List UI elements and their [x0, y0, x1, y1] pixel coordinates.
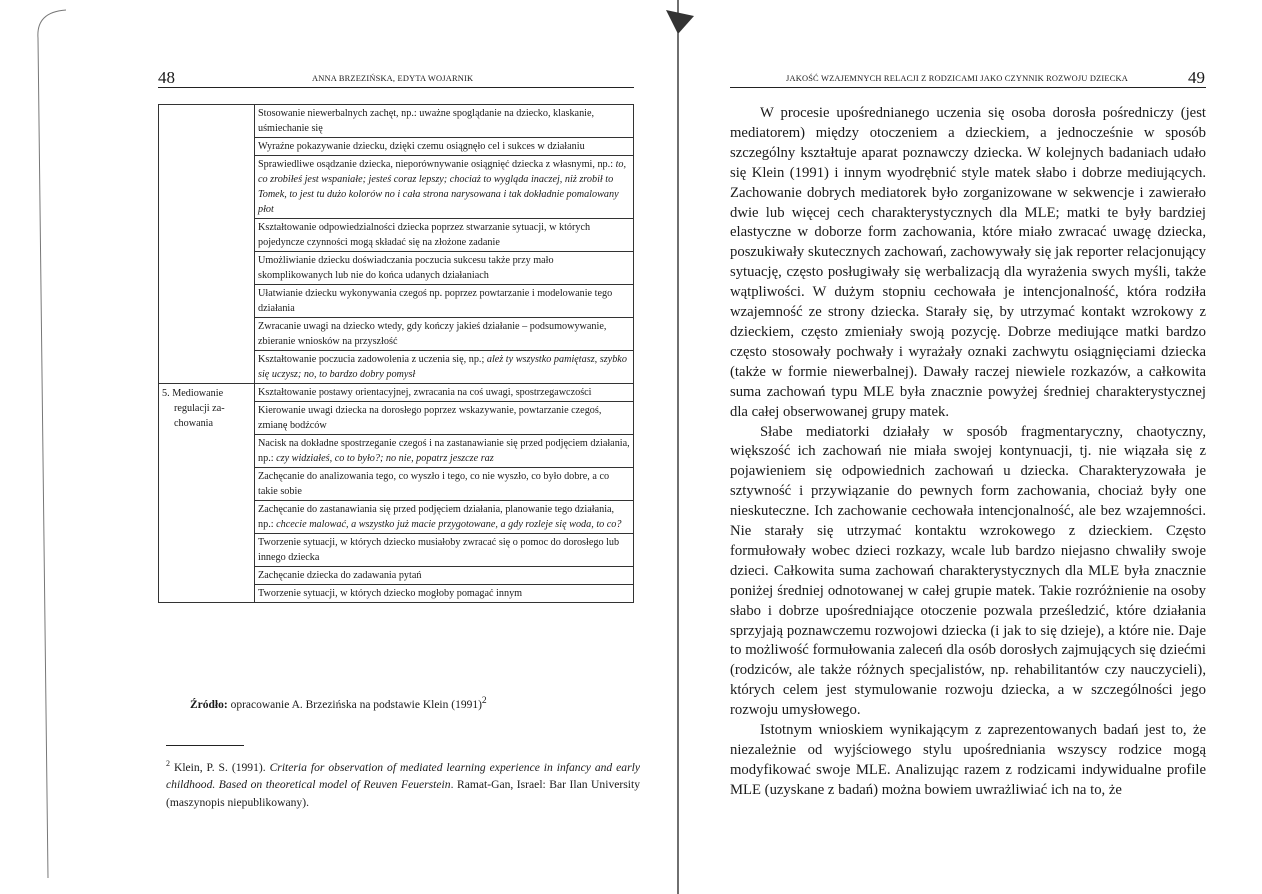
footnote-rule [166, 745, 244, 746]
behavior-cell [255, 285, 634, 318]
behavior-text: Tworzenie sytuacji, w których dziecko mogłoby pomagać innym [258, 588, 523, 599]
behavior-text: Zachęcanie dziecka do zadawania pytań [258, 570, 422, 581]
table-row [159, 384, 634, 402]
category-cell [159, 105, 255, 384]
behavior-cell [255, 468, 634, 501]
behavior-example: ależ ty wszystko pamiętasz, szybko się uczysz; no, to bardzo dobry pomysł [258, 354, 627, 380]
behavior-example: czy widziałeś, co to było?; no nie, popatrz jeszcze raz [276, 453, 494, 464]
running-head-left: ANNA BRZEZIŃSKA, EDYTA WOJARNIK [312, 74, 474, 83]
behavior-cell [255, 534, 634, 567]
behavior-text: Kierowanie uwagi dziecka na dorosłego poprzez wskazywanie, powtarzanie czegoś, zmianę bodźców [258, 405, 602, 431]
page-number-right: 49 [1188, 68, 1205, 87]
behavior-example: chcecie malować, a wszystko już macie przygotowane, a gdy rozleje się woda, to co? [276, 519, 622, 530]
behavior-text: Zachęcanie do zastanawiania się przed podjęciem działania, planowanie tego działania, np.: [258, 504, 615, 530]
table-source-note [190, 695, 487, 711]
behavior-cell [255, 252, 634, 285]
behavior-cell [255, 138, 634, 156]
category-label: chowania [174, 418, 214, 429]
category-cell [159, 384, 255, 603]
body-paragraph: Istotnym wnioskiem wynikającym z zaprezentowanych badań jest to, że niezależnie od wyjściowego stylu upośredniania wszyscy rodzice mogą modyfikować swoje MLE. Analizując razem z rodzicami indywidualne profile MLE (uzyskane z badań) można bowiem uwrażliwiać ich na to, że [730, 722, 1206, 798]
footnote-title: Criteria for observation of mediated learning experience in infancy and early childhood. Based on theoretical model of Reuven Feuerstein [166, 760, 640, 792]
page-curl-shadow [30, 8, 70, 888]
behavior-text: Nacisk na dokładne spostrzeganie czegoś i na zastanawianie się przed podjęciem działania, np.: [258, 438, 630, 464]
behavior-text: Tworzenie sytuacji, w których dziecko musiałoby zwracać się o pomoc do dorosłego lub innego dziecka [258, 537, 620, 563]
behavior-cell [255, 402, 634, 435]
source-label: Źródło: [190, 698, 228, 711]
behavior-cell [255, 219, 634, 252]
behavior-cell [255, 501, 634, 534]
footnote-marker: 2 [166, 759, 170, 768]
behavior-cell [255, 105, 634, 138]
header-rule-right [730, 87, 1206, 88]
source-text: opracowanie A. Brzezińska na podstawie Klein (1991) [227, 698, 482, 711]
behavior-text: Zachęcanie do analizowania tego, co wyszło i tego, co nie wyszło, co było dobre, a co takie sobie [258, 471, 610, 497]
behavior-cell [255, 585, 634, 603]
behavior-text: Wyraźne pokazywanie dziecku, dzięki czemu osiągnęło cel i sukces w działaniu [258, 141, 585, 152]
behavior-text: Stosowanie niewerbalnych zachęt, np.: uważne spoglądanie na dziecko, klaskanie, uśmiechanie się [258, 108, 595, 134]
footnote-suffix: . Ramat-Gan, Israel: Bar Ilan University (maszynopis niepublikowany). [166, 778, 640, 809]
page-number-left: 48 [158, 68, 175, 87]
behavior-cell [255, 318, 634, 351]
behavior-text: Ułatwianie dziecku wykonywania czegoś np. poprzez powtarzanie i modelowanie tego działania [258, 288, 613, 314]
behavior-cell [255, 384, 634, 402]
book-gutter-shadow [664, 0, 694, 894]
source-footnote-ref: 2 [481, 695, 487, 706]
behavior-example: to, co zrobiłeś jest wspaniałe; jesteś coraz lepszy; chociaż to wygląda inaczej, niż zrobił to Tomek, to jest tu dużo kolorów no i cała strona narysowana i tak dokładnie pomalowany płot [258, 159, 627, 215]
body-paragraph: W procesie upośrednianego uczenia się osoba dorosła pośredniczy (jest mediatorem) między otoczeniem a dzieckiem, a jednocześnie w sposób szczególny kształtuje aparat poznawczy dziecka. W kolejnych badaniach udało się Klein (1991) i innym wyodrębnić style matek słabo i dobrze mediujących. Zachowanie dobrych mediatorek było zorganizowane w sekwencje i zawierało dwie lub więcej cech charakterystycznych dla MLE; matki te były bardziej elastyczne w doborze form zachowania, które miało zwracać uwagę dziecka, poszukiwały skutecznych zachowań, zachowywały się jak reporter relacjonujący sytuację, często posługiwały się werbalizacją dla wyrażenia swych myśli, także wątpliwości. W dużym stopniu cechowała je intencjonalność, która rodziła wzajemność ze strony dziecka. Starały się, by utrzymać kontakt wzrokowy z dzieckiem, często zmieniały swoją pozycję. Dobrze mediujące matki bardzo często stosowały pochwały i wyrażały oznaki zachwytu osiągnięciami dziecka (także w formie niewerbalnej). Dawały raczej niewiele rozkazów, a całkowita suma zachowań typu MLE była znacznie powyżej średniej charakterystycznej dla całej obserwowanej grupy matek. [730, 105, 1206, 420]
behavior-cell [255, 435, 634, 468]
mle-behaviors-table [158, 104, 634, 603]
body-paragraph: Słabe mediatorki działały w sposób fragmentaryczny, chaotyczny, większość ich zachowań nie miała swojej kontynuacji, tj. nie wiązała się z pojawieniem się odpowiednich zachowań u dziecka. Charakteryzowała je sztywność i przywiązanie do pewnych form zachowania, chociaż były one nieskuteczne. Ich zachowanie cechowała intencjonalność, ale bez wzajemności. Nie starały się utrzymać kontaktu wzrokowego z dzieckiem. Często formułowały wobec dzieci rozkazy, wcale lub bardzo niejasno chwaliły swoje dzieci. Całkowita suma zachowań charakterystycznych dla MLE była znacznie poniżej średniej odnotowanej w całej grupie matek. Takie rozróżnienie na osoby słabo i dobrze upośredniające otoczenie pozwala prześledzić, które działania sprzyjają poznawczemu rozwojowi dziecka (i jak to się dzieje), a które nie. Daje to możliwość formułowania zaleceń dla osób dorosłych zajmujących się dziećmi (rodziców, ale także różnych specjalistów, np. rehabilitantów czy nauczycieli), których celem jest stymulowanie rozwoju dziecka, a w szczególności jego rozwoju umysłowego. [730, 423, 1206, 719]
header-rule-left [158, 87, 634, 88]
behavior-text: Kształtowanie odpowiedzialności dziecka poprzez stwarzanie sytuacji, w których pojedyncze czynności mogą składać się na złożone zadanie [258, 222, 591, 248]
behavior-cell [255, 156, 634, 219]
table-row [159, 105, 634, 138]
behavior-text: Zwracanie uwagi na dziecko wtedy, gdy kończy jakieś działanie – podsumowywanie, zbieranie wniosków na przyszłość [258, 321, 607, 347]
category-label: 5. Mediowanie [162, 388, 224, 399]
behavior-text: Sprawiedliwe osądzanie dziecka, nieporównywanie osiągnięć dziecka z własnymi, np.: [258, 159, 616, 170]
footnote [166, 755, 640, 811]
behavior-text: Kształtowanie poczucia zadowolenia z uczenia się, np.; [258, 354, 487, 365]
behavior-cell [255, 567, 634, 585]
footnote-prefix: Klein, P. S. (1991). [170, 760, 270, 774]
body-text [730, 104, 1206, 801]
category-label: regulacji za- [174, 403, 225, 414]
behavior-text: Umożliwianie dziecku doświadczania poczucia sukcesu także przy mało skomplikowanych lub nie do końca udanych działaniach [258, 255, 554, 281]
behavior-text: Kształtowanie postawy orientacyjnej, zwracania na coś uwagi, spostrzegawczości [258, 387, 592, 398]
behavior-cell [255, 351, 634, 384]
running-head-right: JAKOŚĆ WZAJEMNYCH RELACJI Z RODZICAMI JAKO CZYNNIK ROZWOJU DZIECKA [786, 74, 1128, 83]
